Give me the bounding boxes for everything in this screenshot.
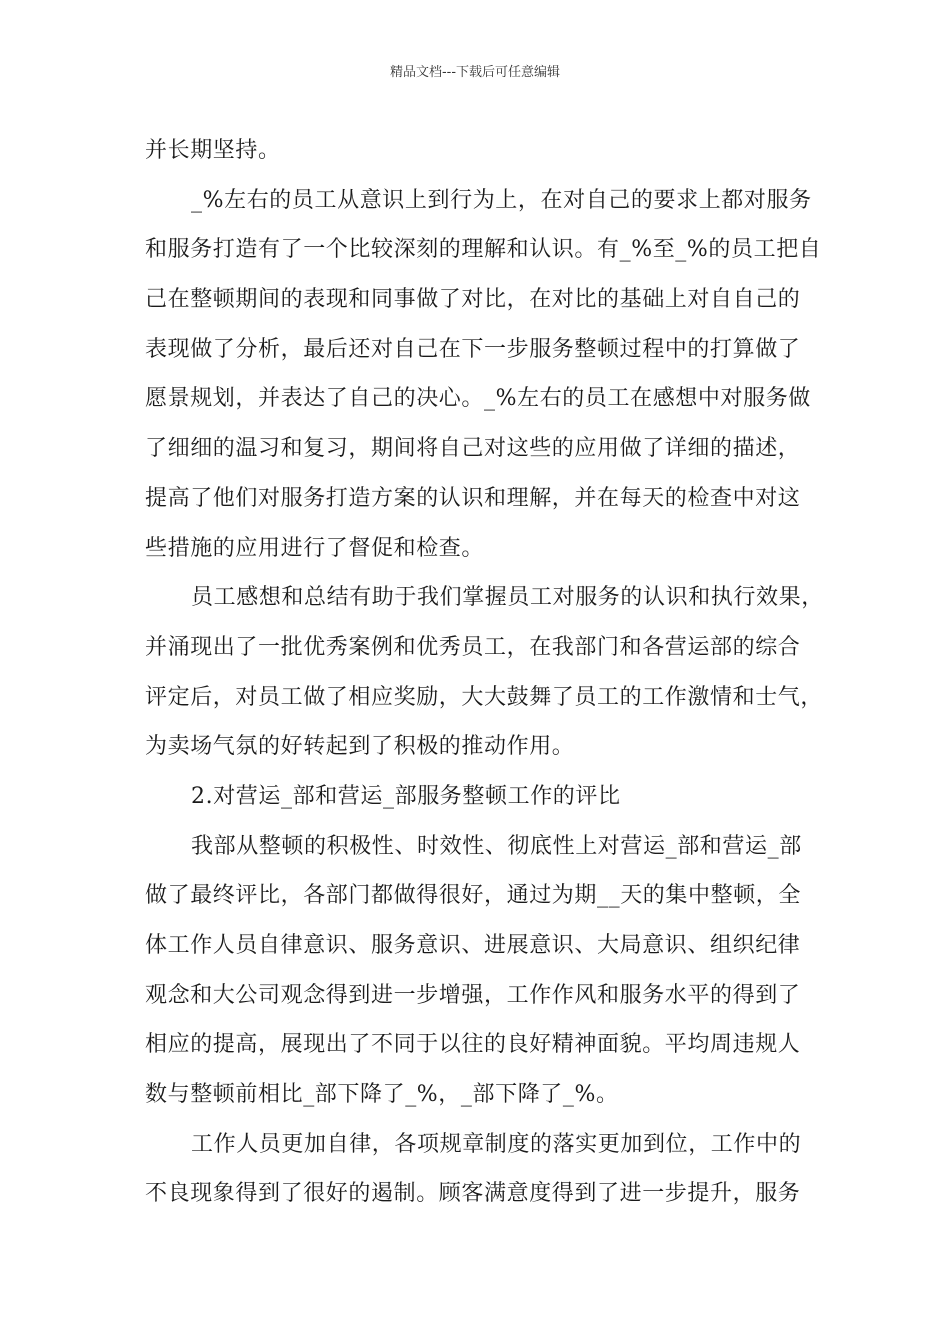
text-line: 数与整顿前相比_部下降了_%，_部下降了_%。 — [145, 1082, 619, 1108]
text-line: 为卖场气氛的好转起到了积极的推动作用。 — [145, 734, 575, 760]
text-line: 了细细的温习和复习，期间将自己对这些的应用做了详细的描述， — [145, 436, 801, 462]
text-line: 并长期坚持。 — [145, 138, 281, 163]
text-line: 提高了他们对服务打造方案的认识和理解，并在每天的检查中对这 — [145, 485, 801, 511]
text-line: 体工作人员自律意识、服务意识、进展意识、大局意识、组织纪律 — [145, 933, 801, 958]
text-line: 并涌现出了一批优秀案例和优秀员工，在我部门和各营运部的综合 — [145, 634, 801, 660]
text-line: 和服务打造有了一个比较深刻的理解和认识。有_%至_%的员工把自 — [145, 237, 822, 263]
text-line: 些措施的应用进行了督促和检查。 — [145, 535, 485, 561]
text-line: 表现做了分析，最后还对自己在下一步服务整顿过程中的打算做了 — [145, 336, 801, 362]
paragraph-1 — [145, 126, 810, 176]
section-heading — [145, 772, 810, 822]
text-line: 评定后，对员工做了相应奖励，大大鼓舞了员工的工作激情和士气， — [145, 684, 824, 710]
paragraph-4 — [145, 822, 810, 1120]
text-line: 己在整顿期间的表现和同事做了对比，在对比的基础上对自自己的 — [145, 287, 801, 313]
text-line: 我部从整顿的积极性、时效性、彻底性上对营运_部和营运_部 — [191, 833, 802, 859]
text-line: 工作人员更加自律，各项规章制度的落实更加到位，工作中的 — [191, 1131, 802, 1157]
text-line: 观念和大公司观念得到进一步增强，工作作风和服务水平的得到了 — [145, 982, 801, 1008]
text-line: 员工感想和总结有助于我们掌握员工对服务的认识和执行效果， — [191, 585, 824, 611]
text-line: 2.对营运_部和营运_部服务整顿工作的评比 — [191, 783, 621, 809]
text-line: _%左右的员工从意识上到行为上，在对自己的要求上都对服务 — [191, 187, 812, 213]
text-line: 不良现象得到了很好的遏制。顾客满意度得到了进一步提升，服务 — [145, 1181, 801, 1207]
text-line: 愿景规划，并表达了自己的决心。_%左右的员工在感想中对服务做 — [145, 386, 811, 412]
document-body — [145, 126, 824, 1219]
paragraph-2 — [145, 176, 822, 574]
text-line: 相应的提高，展现出了不同于以往的良好精神面貌。平均周违规人 — [145, 1032, 801, 1058]
paragraph-3 — [145, 573, 824, 772]
paragraph-5 — [145, 1120, 810, 1219]
page-header: 精品文档---下载后可任意编辑 — [389, 65, 561, 80]
text-line: 做了最终评比，各部门都做得很好，通过为期__天的集中整顿，全 — [145, 883, 802, 909]
